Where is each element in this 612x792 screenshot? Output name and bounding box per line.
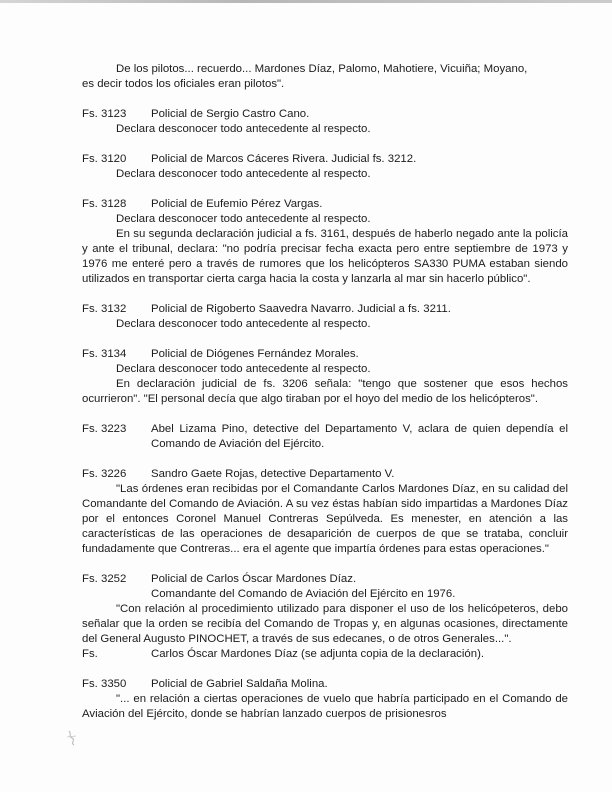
entry-heading bbox=[82, 467, 568, 482]
entry-heading bbox=[82, 302, 568, 317]
folio-number: Fs. 3120 bbox=[82, 153, 127, 165]
entry-paragraph: "... en relación a ciertas operaciones de vuelo que habría participado en el Comando de Aviación del Ejército, donde se habrían lanzado cuerpos de prisionesros bbox=[82, 693, 568, 720]
entry-subtitle: Comandante del Comando de Aviación del Ejército en 1976. bbox=[151, 588, 456, 600]
entry-title: Policial de Gabriel Saldaña Molina. bbox=[151, 678, 328, 690]
entry-attachment-line bbox=[82, 647, 568, 662]
attachment-note: Carlos Óscar Mardones Díaz (se adjunta copia de la declaración). bbox=[151, 648, 485, 660]
folio-number: Fs. 3132 bbox=[82, 303, 127, 315]
entry-heading bbox=[82, 347, 568, 362]
scan-edge-line bbox=[0, 0, 612, 3]
entry-paragraph: "Las órdenes eran recibidas por el Comandante Carlos Mardones Díaz, en su calidad del Comandante del Comando de Aviación. A su vez éstas habían sido impartidas a Mardones Díaz por el entonces Coronel Manuel Contreras Sepúlveda. Es menester, en atención a las características de las operaciones de desaparición de cuerpos de que se trataba, concluir fundadamente que Contreras... era el agente que impartía órdenes para estas operaciones." bbox=[82, 483, 568, 555]
entry-heading bbox=[82, 107, 568, 122]
entry-paragraph: En declaración judicial de fs. 3206 señala: "tengo que sostener que esos hechos ocurrieron". "El personal decía que algo tiraban por el hoyo del medio de los helicópteros". bbox=[82, 378, 568, 405]
folio-number: Fs. 3226 bbox=[82, 468, 127, 480]
entry-heading bbox=[82, 677, 568, 692]
entry-title: Policial de Carlos Óscar Mardones Díaz. bbox=[151, 573, 357, 585]
entry-heading bbox=[82, 197, 568, 212]
entry-paragraph: En su segunda declaración judicial a fs. 3161, después de haberlo negado ante la policía y ante el tribunal, declara: "no podría precisar fecha exacta pero entre septiembre de 1973 y 1976 me enteré pero a través de rumores que los helicópteros SA330 PUMA estaban siendo utilizados en transportar cierta carga hacia la costa y lanzarla al mar sin hacerlo público". bbox=[82, 228, 568, 285]
intro-line-1: De los pilotos... recuerdo... Mardones Díaz, Palomo, Mahotiere, Vicuiña; Moyano, bbox=[116, 63, 528, 75]
entry-heading bbox=[82, 572, 568, 587]
margin-scribble-icon bbox=[66, 729, 78, 747]
entry-line: Declara desconocer todo antecedente al respecto. bbox=[116, 363, 371, 375]
folio-number: Fs. 3128 bbox=[82, 198, 127, 210]
entry-line: Declara desconocer todo antecedente al respecto. bbox=[116, 318, 371, 330]
folio-number: Fs. 3350 bbox=[82, 678, 127, 690]
folio-number: Fs. bbox=[82, 648, 98, 660]
entry-title: Policial de Diógenes Fernández Morales. bbox=[151, 348, 359, 360]
document-body bbox=[82, 62, 568, 722]
entry-title: Policial de Rigoberto Saavedra Navarro. Judicial a fs. 3211. bbox=[151, 303, 451, 315]
intro-line-2: es decir todos los oficiales eran pilotos". bbox=[82, 78, 285, 90]
folio-number: Fs. 3252 bbox=[82, 573, 127, 585]
entry-heading bbox=[82, 152, 568, 167]
folio-number: Fs. 3134 bbox=[82, 348, 127, 360]
entry-line: Declara desconocer todo antecedente al respecto. bbox=[116, 123, 371, 135]
folio-number: Fs. 3123 bbox=[82, 108, 127, 120]
entry-title: Policial de Sergio Castro Cano. bbox=[151, 108, 310, 120]
entry-heading bbox=[82, 422, 568, 452]
entry-line: Declara desconocer todo antecedente al respecto. bbox=[116, 168, 371, 180]
entry-title: Policial de Marcos Cáceres Rivera. Judicial fs. 3212. bbox=[151, 153, 417, 165]
entry-title: Sandro Gaete Rojas, detective Departamento V. bbox=[151, 468, 395, 480]
entry-paragraph: "Con relación al procedimiento utilizado para disponer el uso de los helicópeteros, debo señalar que la orden se recibía del Comando de Tropas y, en algunas ocasiones, directamente del General Augusto PINOCHET, a través de sus edecanes, o de otros Generales...". bbox=[82, 603, 568, 645]
folio-number: Fs. 3223 bbox=[82, 423, 127, 435]
entry-title: Policial de Eufemio Pérez Vargas. bbox=[151, 198, 323, 210]
entry-line: Declara desconocer todo antecedente al respecto. bbox=[116, 213, 371, 225]
entry-title: Abel Lizama Pino, detective del Departamento V, aclara de quien dependía el Comando de Aviación del Ejército. bbox=[151, 423, 568, 450]
